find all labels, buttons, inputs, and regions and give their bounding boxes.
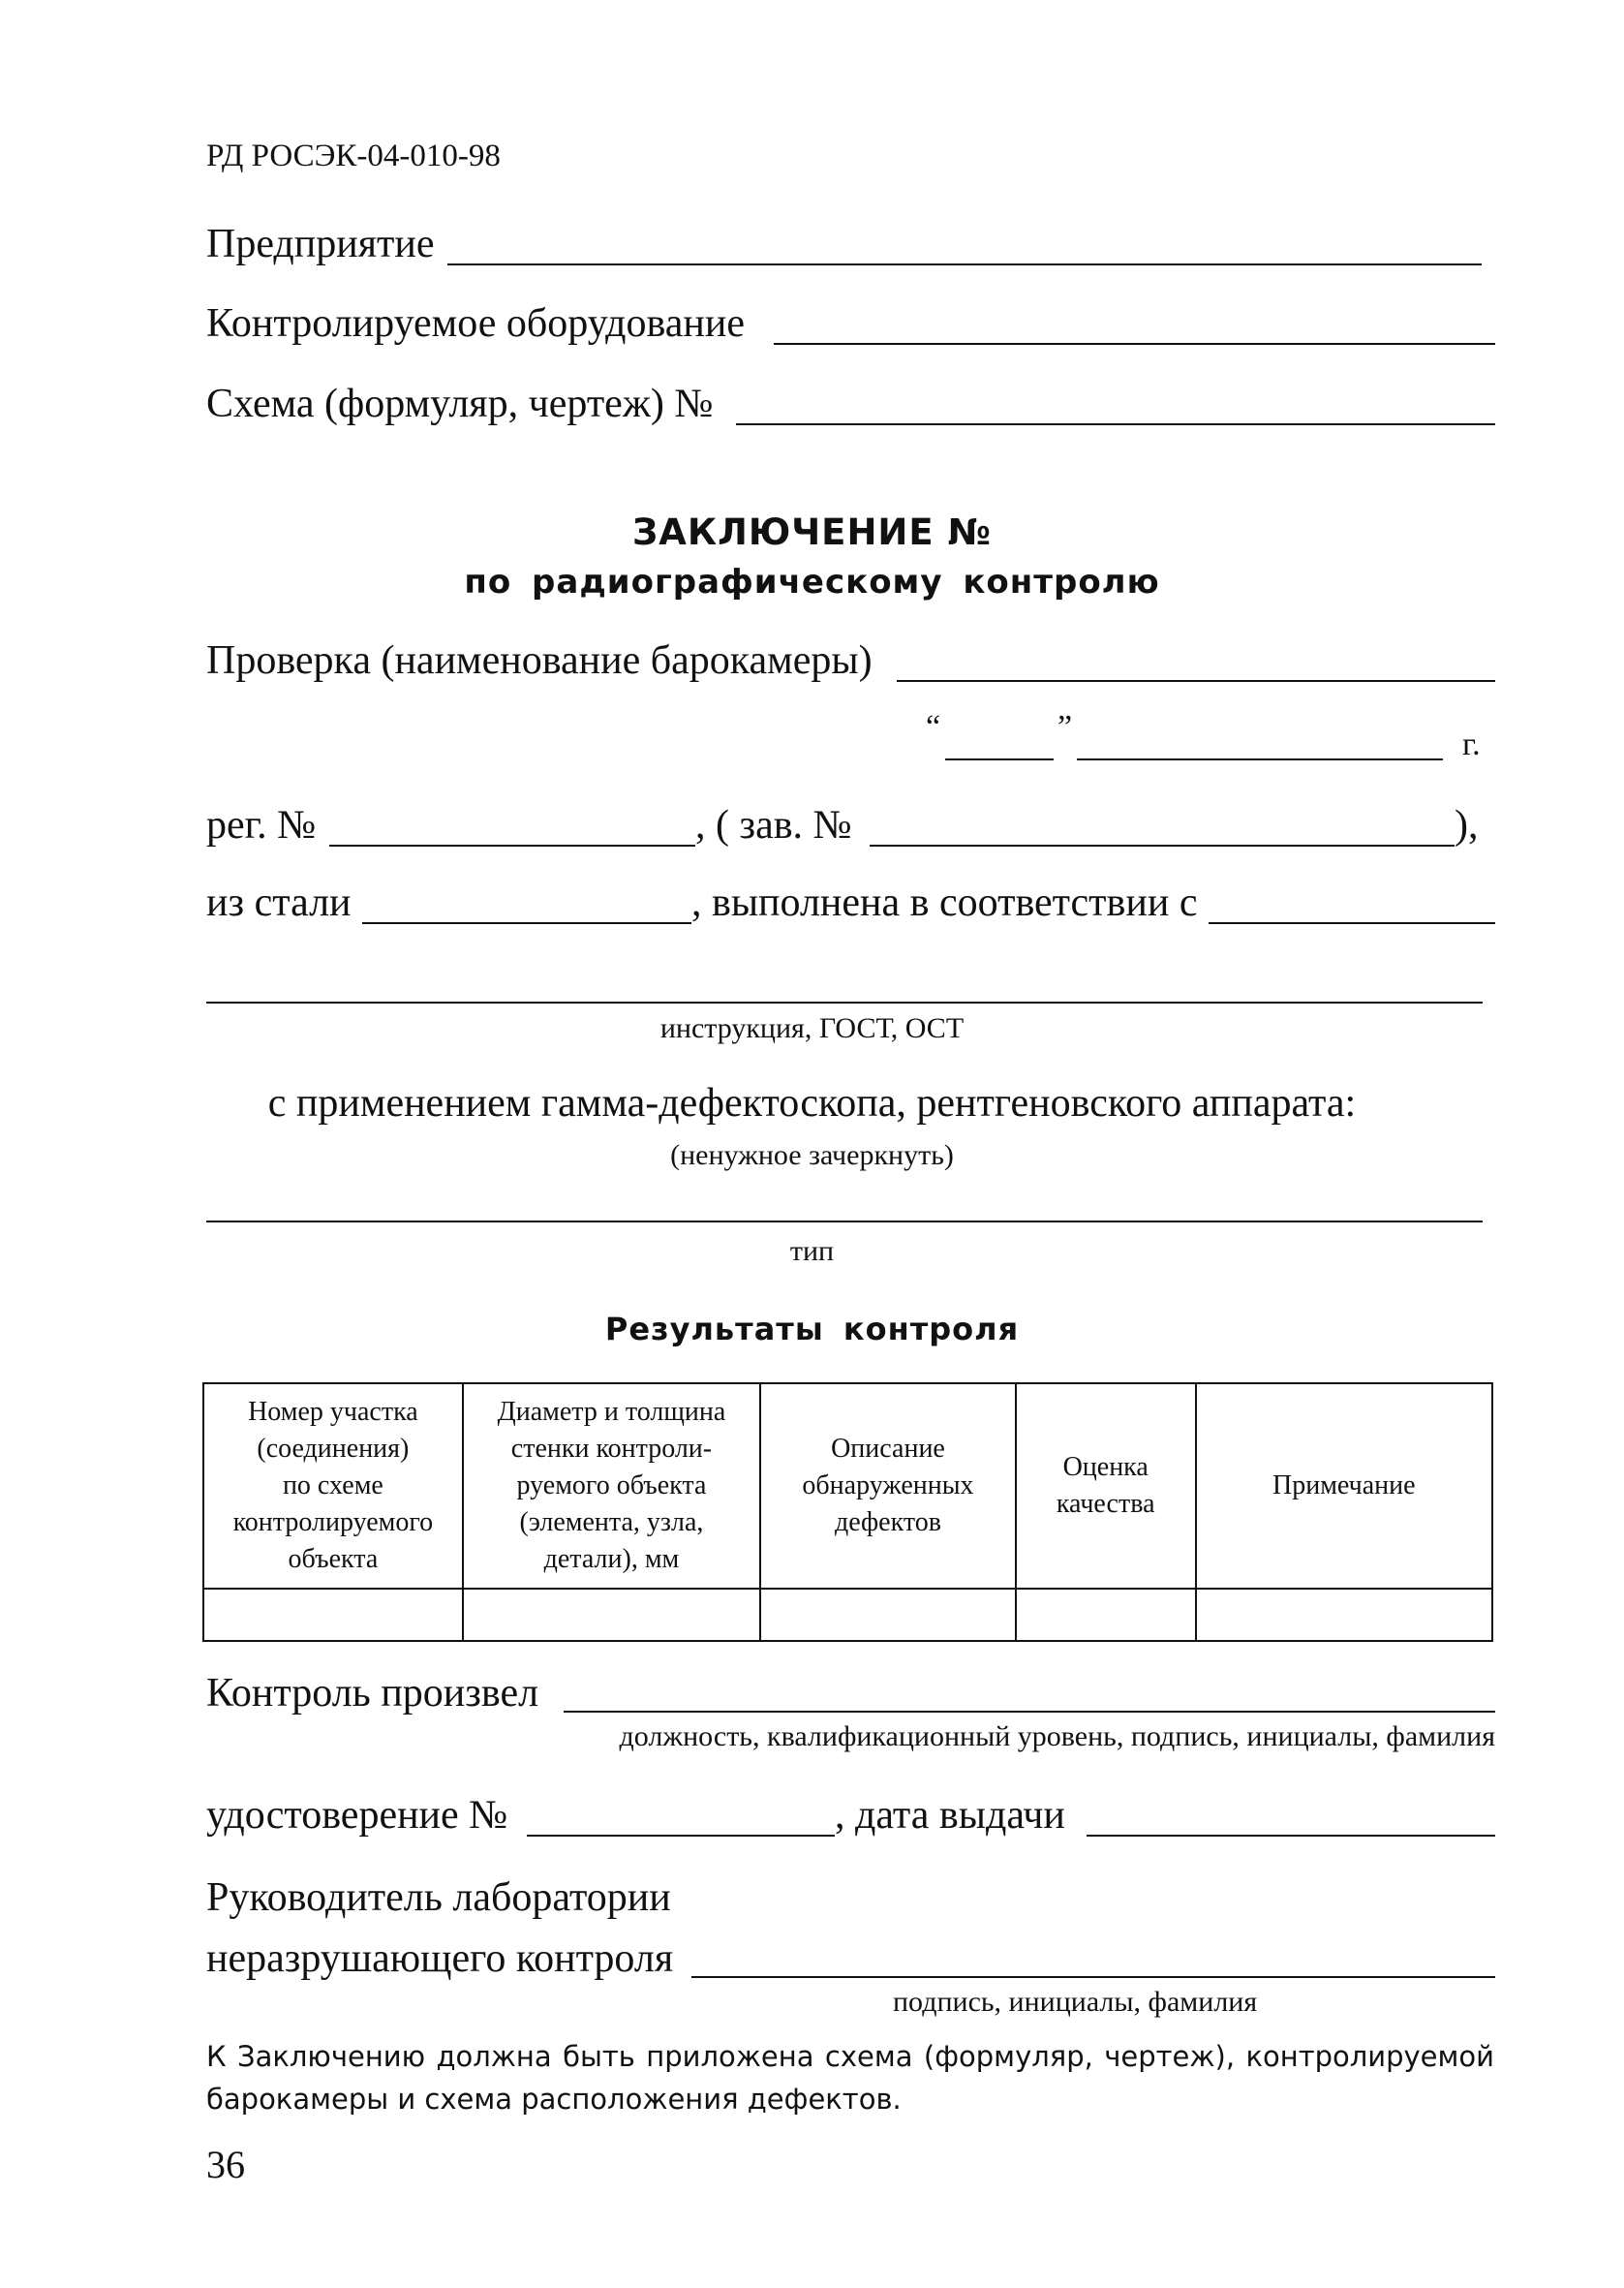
table-cell[interactable] [203,1589,463,1641]
check-label: Проверка (наименование барокамеры) [206,638,873,683]
attachment-note: К Заключению должна быть приложена схема (формуляр, чертеж), контролируемой барокамеры и схема расположения дефектов. [206,2040,1494,2116]
strike-note: (ненужное зачеркнуть) [670,1139,954,1171]
document-code: РД РОСЭК-04-010-98 [206,139,501,173]
apparatus-type-field[interactable] [206,1221,1483,1222]
column-header [463,1383,760,1589]
lab-head-caption: подпись, инициалы, фамилия [893,1986,1258,2018]
results-table [202,1382,1493,1642]
certificate-number-field[interactable] [527,1835,835,1837]
reg-label: рег. № [206,803,317,848]
accordance-field[interactable] [1209,922,1495,924]
instruction-caption: инструкция, ГОСТ, ОСТ [659,1012,965,1044]
column-header [1016,1383,1196,1589]
results-title: Результаты контроля [604,1311,1020,1347]
enterprise-label: Предприятие [206,222,435,266]
zav-close: ), [1455,803,1479,848]
table-row [203,1589,1492,1641]
date-quote-open: “ [926,709,941,745]
page-number: 36 [206,2143,245,2186]
issue-date-label: , дата выдачи [835,1793,1065,1838]
conclusion-subtitle: по радиографическому контролю [464,563,1160,602]
column-header [760,1383,1016,1589]
column-header-defects-description: Описание обнаруженных дефектов [802,1434,974,1537]
conclusion-title: ЗАКЛЮЧЕНИЕ № [631,511,993,553]
table-cell[interactable] [1196,1589,1492,1641]
year-suffix: г. [1462,727,1481,762]
column-header [1196,1383,1492,1589]
date-month-field[interactable] [1077,758,1443,760]
steel-field[interactable] [362,922,691,924]
enterprise-field[interactable] [447,263,1482,265]
zav-label: , ( зав. № [695,803,852,848]
table-cell[interactable] [463,1589,760,1641]
date-quote-close: ” [1057,709,1073,745]
steel-label: из стали [206,881,352,925]
table-cell[interactable] [760,1589,1016,1641]
issue-date-field[interactable] [1087,1835,1495,1837]
table-cell[interactable] [1016,1589,1196,1641]
lab-head-label-line1: Руководитель лаборатории [206,1875,671,1920]
equipment-field[interactable] [774,343,1495,345]
accordance-label: , выполнена в соответствии с [691,881,1198,925]
apparatus-text: с применением гамма-дефектоскопа, рентгеновского аппарата: [267,1081,1357,1126]
zav-number-field[interactable] [870,845,1455,847]
column-header-section-number: Номер участка (соединения) по схеме контролируемого объекта [232,1397,434,1574]
instruction-field[interactable] [206,1002,1483,1004]
lab-head-signature-field[interactable] [691,1976,1495,1978]
column-header-diameter-thickness: Диаметр и толщина стенки контроли- руемого объекта (элемента, узла, детали), мм [497,1397,726,1574]
equipment-label: Контролируемое оборудование [206,301,745,346]
type-caption: тип [789,1235,835,1267]
column-header-note: Примечание [1272,1470,1416,1500]
date-day-field[interactable] [945,758,1054,760]
performed-label: Контроль произвел [206,1671,539,1716]
check-field[interactable] [897,680,1495,682]
lab-head-label-line2: неразрушающего контроля [206,1936,674,1981]
certificate-label: удостоверение № [206,1793,508,1838]
scheme-field[interactable] [736,423,1495,425]
column-header-quality-assessment: Оценка качества [1056,1452,1155,1519]
performed-field[interactable] [564,1711,1495,1713]
reg-number-field[interactable] [329,845,695,847]
scheme-label: Схема (формуляр, чертеж) № [206,382,714,426]
performed-caption: должность, квалификационный уровень, подпись, инициалы, фамилия [619,1720,1495,1752]
results-header-row [203,1383,1492,1589]
column-header [203,1383,463,1589]
